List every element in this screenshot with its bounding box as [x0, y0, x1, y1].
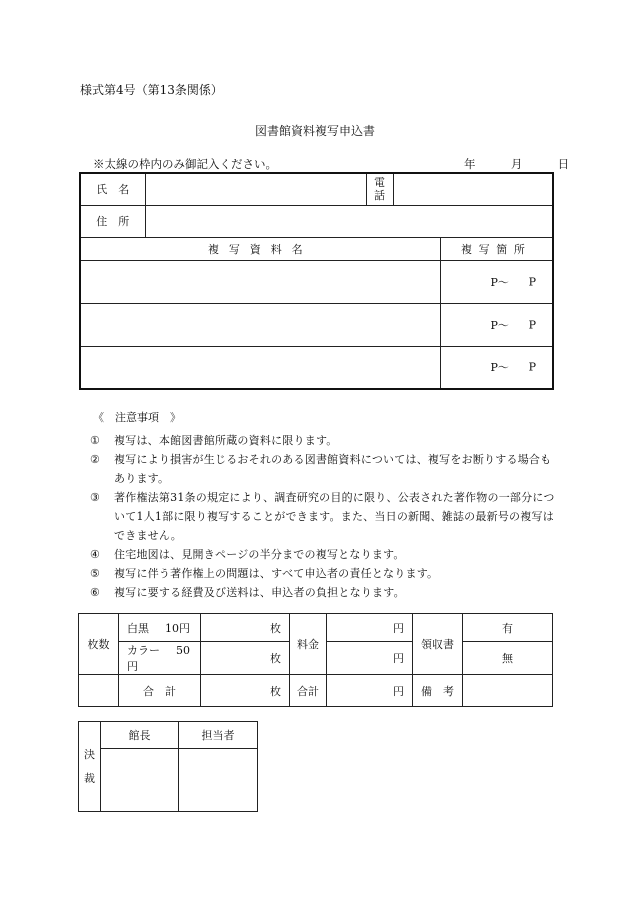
tel-label-char-2: 話: [374, 189, 385, 203]
pages-header-text: 複写箇所: [461, 242, 532, 256]
material-field[interactable]: [80, 260, 440, 303]
note-item: [90, 431, 560, 450]
pages-field[interactable]: [440, 303, 553, 346]
note-item: [90, 564, 560, 583]
yen-unit: 円: [393, 652, 404, 665]
note-number: ⑥: [90, 586, 100, 599]
notes-header: 《 注意事項 》: [93, 411, 181, 424]
count-label: 枚数: [79, 614, 119, 675]
color-item: [119, 642, 201, 675]
material-field[interactable]: [80, 303, 440, 346]
page-from: P～: [490, 275, 509, 289]
date-labels: [464, 156, 569, 172]
sheet-unit: 枚: [270, 684, 281, 698]
page-to: P: [528, 275, 536, 288]
note-text: 著作権法第31条の規定により、調査研究の目的に限り、公表された著作物の一部分について1人1部に限り複写することができます。また、当日の新聞、雑誌の最新号の複写はできません。: [114, 491, 555, 542]
color-fee-field[interactable]: [327, 642, 413, 675]
page-to: P: [528, 318, 536, 331]
note-text: 複写に伴う著作権上の問題は、すべて申込者の責任となります。: [114, 567, 439, 580]
approval-label-char-2: 裁: [84, 771, 95, 785]
staff-stamp-field[interactable]: [179, 749, 258, 812]
receipt-label: 領収書: [413, 614, 463, 675]
copy-row: [80, 260, 553, 303]
approval-label: [79, 722, 101, 812]
note-number: ①: [90, 434, 100, 447]
color-count-field[interactable]: [201, 642, 290, 675]
bw-label: 白黒: [127, 621, 149, 635]
copy-row: [80, 303, 553, 346]
director-stamp-field[interactable]: [101, 749, 179, 812]
year-label: 年: [464, 157, 476, 171]
bw-fee-field[interactable]: [327, 614, 413, 642]
material-header: [80, 237, 440, 260]
receipt-yes[interactable]: 有: [463, 614, 553, 642]
form-number: 様式第4号（第13条関係）: [80, 83, 223, 97]
fee-label: 料金: [290, 614, 327, 675]
note-item: [90, 545, 560, 564]
color-price: 50円: [127, 644, 190, 673]
fee-total-label: 合計: [290, 675, 327, 707]
yen-unit: 円: [393, 621, 404, 635]
page-from: P～: [490, 318, 509, 332]
month-label: 月: [510, 157, 523, 171]
total-count-field[interactable]: [201, 675, 290, 707]
bw-count-field[interactable]: [201, 614, 290, 642]
note-text: 複写に要する経費及び送料は、申込者の負担となります。: [114, 586, 405, 599]
address-label: 住 所: [80, 205, 145, 237]
note-number: ②: [90, 453, 100, 466]
note-text: 住宅地図は、見開きページの半分までの複写となります。: [114, 548, 405, 561]
note-item: [90, 450, 560, 488]
note-text: 複写は、本館図書館所蔵の資料に限ります。: [114, 434, 338, 447]
remarks-label: 備 考: [413, 675, 463, 707]
name-label: 氏 名: [80, 173, 145, 205]
fee-table: [78, 613, 553, 707]
note-item: [90, 583, 560, 602]
tel-label-char-1: 電: [374, 176, 385, 190]
note-number: ⑤: [90, 567, 100, 580]
approval-label-char-1: 決: [84, 747, 95, 761]
tel-field[interactable]: [393, 173, 553, 205]
note-number: ④: [90, 548, 100, 561]
notes-section: [90, 409, 560, 602]
sheet-unit: 枚: [270, 652, 281, 665]
note-text: 複写により損害が生じるおそれのある図書館資料については、複写をお断りする場合もあります。: [114, 453, 552, 485]
instruction-text: ※太線の枠内のみ御記入ください。: [93, 157, 277, 171]
remarks-field[interactable]: [463, 675, 553, 707]
page-to: P: [528, 360, 536, 374]
total-fee-field[interactable]: [327, 675, 413, 707]
total-blank: [79, 675, 119, 707]
sheet-unit: 枚: [270, 621, 281, 635]
address-field[interactable]: [145, 205, 553, 237]
material-header-text: 複写資料名: [208, 242, 313, 256]
pages-field[interactable]: [440, 346, 553, 389]
color-label: カラー: [127, 644, 160, 657]
form-title: 図書館資料複写申込書: [254, 124, 375, 138]
approval-table: [78, 721, 258, 812]
staff-label: 担当者: [179, 722, 258, 749]
receipt-no[interactable]: 無: [463, 642, 553, 675]
material-field[interactable]: [80, 346, 440, 389]
page-from: P～: [490, 361, 509, 375]
name-field[interactable]: [145, 173, 366, 205]
director-label: 館長: [101, 722, 179, 749]
note-item: [90, 488, 560, 545]
total-label: 合 計: [119, 675, 201, 707]
yen-unit: 円: [393, 684, 404, 698]
bw-price: 10円: [165, 621, 190, 635]
pages-field[interactable]: [440, 260, 553, 303]
pages-header: [440, 237, 553, 260]
note-number: ③: [90, 491, 100, 504]
day-label: 日: [557, 157, 570, 171]
copy-row: [80, 346, 553, 389]
bw-item: [119, 614, 201, 642]
tel-label: [366, 173, 393, 205]
request-table: [79, 172, 554, 390]
